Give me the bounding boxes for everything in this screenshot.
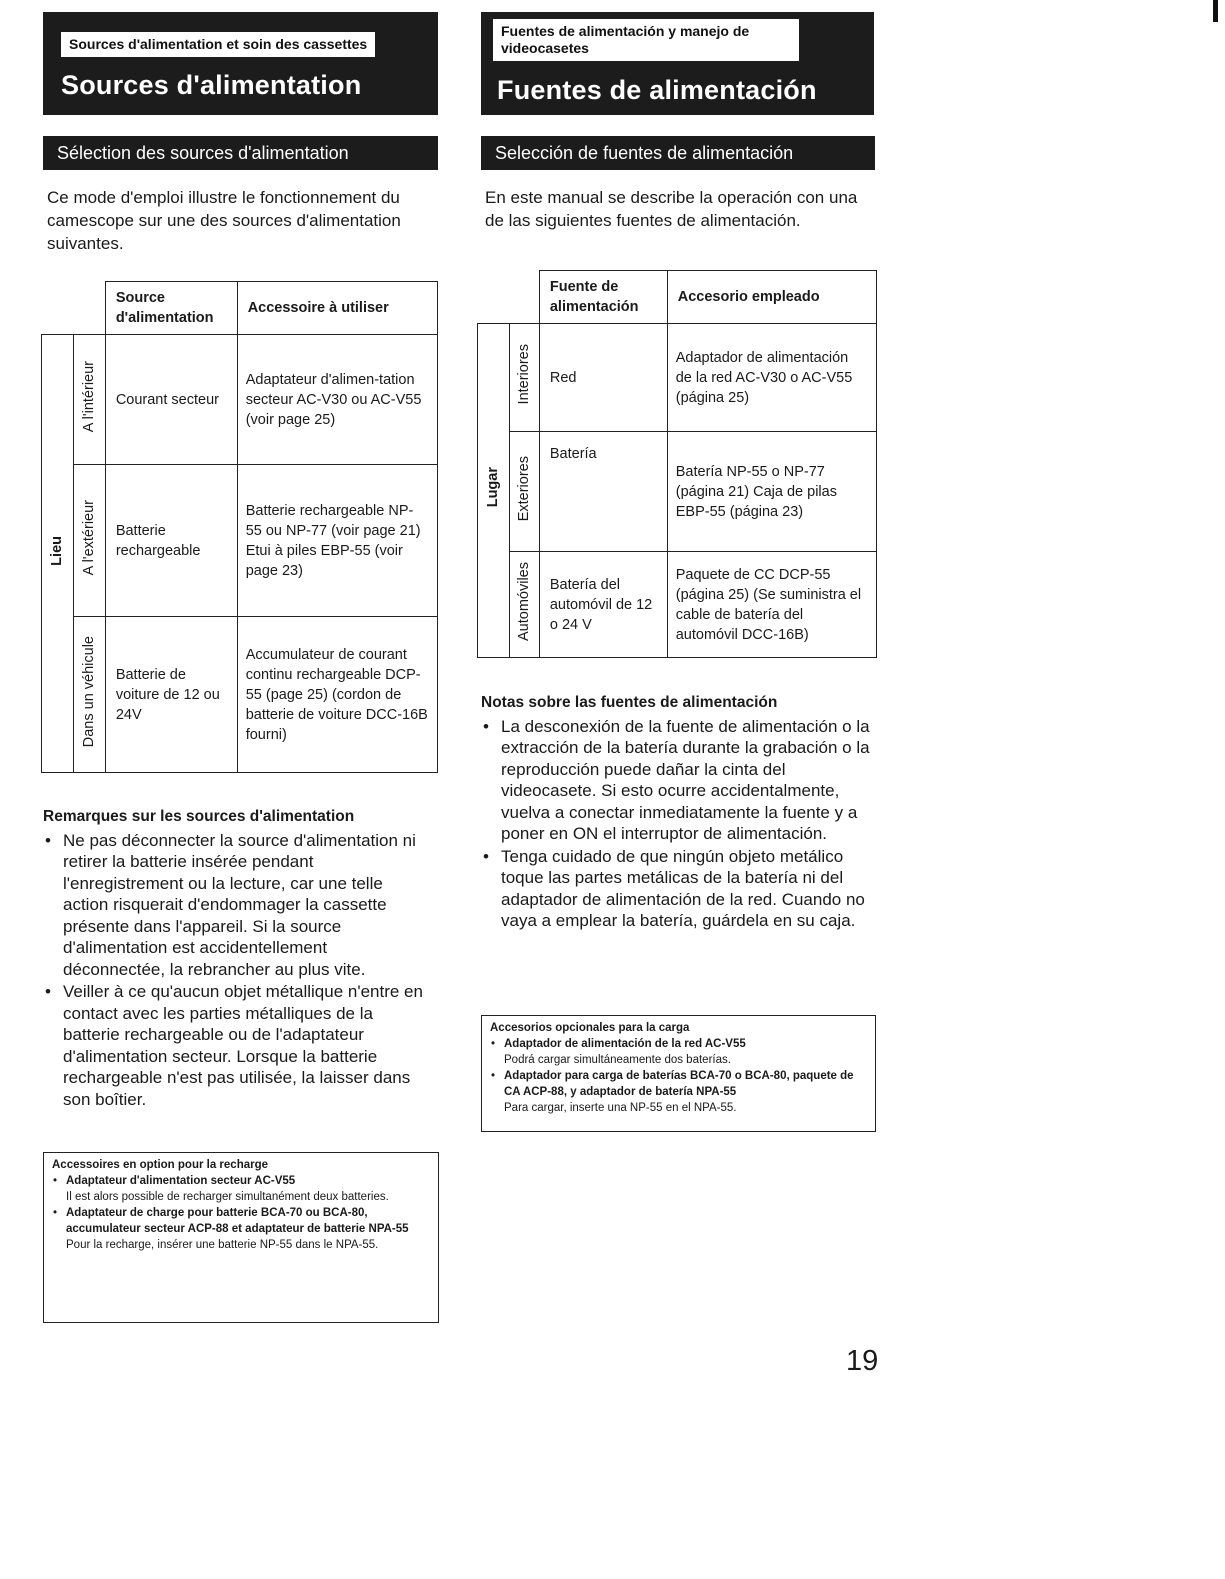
group-label: Lieu [49,535,66,566]
place-label: A l'intérieur [81,360,98,433]
intro-paragraph: Ce mode d'emploi illustre le fonctionnement du camescope sur une des sources d'alimentation suivantes. [47,188,401,253]
note-item: • Tenga cuidado de que ningún objeto metálico toque las partes metálicas de la batería ni del adaptador de alimentación de la red. Cuando no vaya a emplear la batería, guárdela en su caja. [481,846,873,932]
source-cell: Batería [539,432,667,552]
page-number: 19 [846,1345,879,1377]
source-cell: Batterie rechargeable [105,465,237,617]
note-item: • Ne pas déconnecter la source d'alimentation ni retirer la batterie insérée pendant l'enregistrement ou la lecture, car une telle action risquerait d'endommager la cassette présente dans l'appareil. Si la source d'alimentation est accidentellement déconnectée, la rebrancher au plus vite. [43,830,431,981]
power-source-table [41,281,438,773]
optional-accessories-box [481,1015,876,1132]
box-item: • Adaptador para carga de baterías BCA-70 o BCA-80, paquete de CA ACP-88, y adaptador de batería NPA-55 Para cargar, inserte una NP-55 en el NPA-55. [490,1068,867,1116]
place-label: Dans un véhicule [81,635,98,748]
accessory-cell: Batterie rechargeable NP-55 ou NP-77 (voir page 21) Etui à piles EBP-55 (voir page 23) [237,465,437,617]
box-title: Accessoires en option pour la recharge [52,1159,269,1171]
source-cell: Batería del automóvil de 12 o 24 V [539,552,667,658]
chapter-header [43,12,438,115]
col-header-source: Fuente de alimentación [539,271,667,324]
accessory-cell: Adaptateur d'alimen-tation secteur AC-V30 ou AC-V55 (voir page 25) [237,335,437,465]
source-cell: Courant secteur [105,335,237,465]
power-source-table [477,270,877,658]
registration-mark [1213,0,1218,22]
notes-section [481,692,873,933]
place-label: Exteriores [516,455,533,522]
note-item: • La desconexión de la fuente de alimentación o la extracción de la batería durante la grabación o la reproducción puede dañar la cinta del videocasete. Si esto ocurre accidentalmente, vuelva a conectar inmediatamente la fuente y a poner en ON el interruptor de alimentación. [481,716,873,845]
group-label: Lugar [485,467,502,508]
accessory-cell: Accumulateur de courant continu rechargeable DCP-55 (page 25) (cordon de batterie de voiture DCC-16B fourni) [237,617,437,773]
chapter-title: Fuentes de alimentación [497,75,817,105]
group-label-cell [42,335,74,773]
optional-accessories-box [43,1152,439,1323]
accessory-cell: Paquete de CC DCP-55 (página 25) (Se suministra el cable de batería del automóvil DCC-16B) [667,552,876,658]
source-cell: Batterie de voiture de 12 ou 24V [105,617,237,773]
box-item: • Adaptateur d'alimentation secteur AC-V55 Il est alors possible de recharger simultanément deux batteries. [52,1173,430,1205]
notes-section [43,806,431,1111]
note-item: • Veiller à ce qu'aucun objet métallique n'entre en contact avec les parties métalliques de la batterie rechargeable ou de l'adaptateur d'alimentation secteur. Lorsque la batterie rechargeable n'est pas utilisée, la laisser dans son boîtier. [43,981,431,1110]
chapter-subtitle: Fuentes de alimentación y manejo de videocasetes [493,19,799,61]
source-cell: Red [539,324,667,432]
section-title: Sélection des sources d'alimentation [43,136,438,170]
place-label: A l'extérieur [81,499,98,576]
chapter-subtitle: Sources d'alimentation et soin des cassettes [61,32,375,57]
section-title: Selección de fuentes de alimentación [481,136,875,170]
box-item: • Adaptador de alimentación de la red AC-V55 Podrá cargar simultáneamente dos baterías. [490,1036,867,1068]
place-label: Interiores [516,344,533,405]
place-label: Automóviles [516,562,533,641]
col-header-source: Source d'alimentation [105,282,237,335]
chapter-header [481,12,874,115]
accessory-cell: Batería NP-55 o NP-77 (página 21) Caja de pilas EBP-55 (página 23) [667,432,876,552]
group-label-cell [478,324,510,658]
col-header-accessory: Accesorio empleado [667,271,876,324]
box-item: • Adaptateur de charge pour batterie BCA-70 ou BCA-80, accumulateur secteur ACP-88 et adaptateur de batterie NPA-55 Pour la recharge, insérer une batterie NP-55 dans le NPA-55. [52,1205,430,1253]
notes-title: Notas sobre las fuentes de alimentación [481,694,778,711]
accessory-cell: Adaptador de alimentación de la red AC-V30 o AC-V55 (página 25) [667,324,876,432]
col-header-accessory: Accessoire à utiliser [237,282,437,335]
intro-paragraph: En este manual se describe la operación con una de las siguientes fuentes de alimentación. [485,188,858,230]
box-title: Accesorios opcionales para la carga [490,1022,690,1034]
chapter-title: Sources d'alimentation [61,70,362,100]
notes-title: Remarques sur les sources d'alimentation [43,808,355,825]
